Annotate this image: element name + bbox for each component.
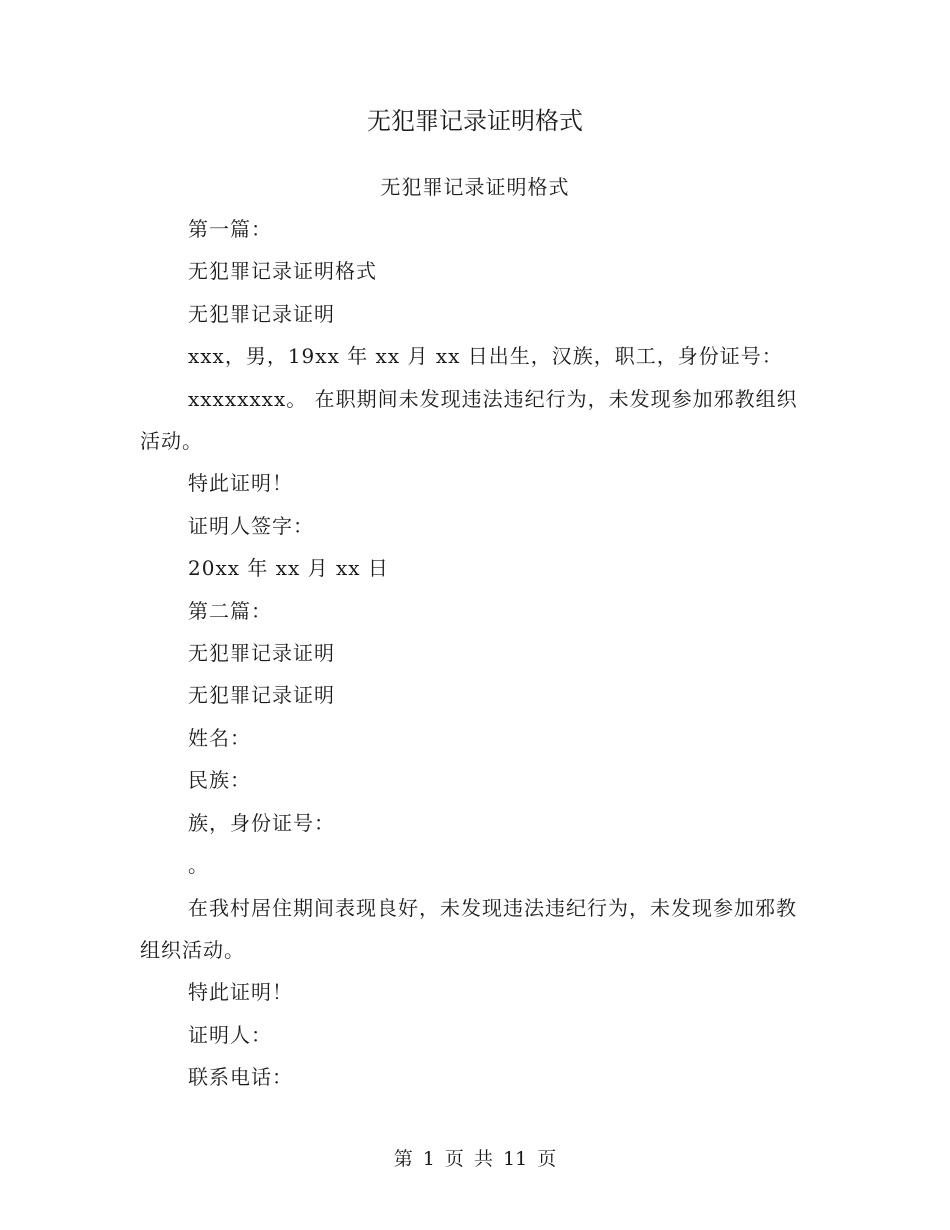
paragraph: 无犯罪记录证明 (188, 301, 335, 326)
paragraph: 无犯罪记录证明格式 (188, 259, 377, 284)
paragraph: 姓名： (188, 725, 251, 750)
paragraph: 特此证明！ (188, 471, 293, 496)
paragraph: xxxxxxxx。 在职期间未发现违法违纪行为，未发现参加邪教组织活动。 (140, 386, 798, 454)
paragraph: 证明人： (188, 1022, 272, 1047)
paragraph: xxx，男，19xx 年 xx 月 xx 日出生，汉族，职工，身份证号： (188, 344, 783, 369)
paragraph: 族，身份证号： (188, 810, 335, 835)
paragraph: 无犯罪记录证明 (188, 683, 335, 708)
paragraph: 民族： (188, 768, 251, 793)
document-body (140, 208, 812, 1099)
paragraph: 特此证明！ (188, 980, 293, 1005)
paragraph: 。 (188, 853, 209, 878)
paragraph: 无犯罪记录证明 (188, 641, 335, 666)
page-footer: 第 1 页 共 11 页 (393, 1148, 557, 1170)
paragraph: 在我村居住期间表现良好，未发现违法违纪行为，未发现参加邪教组织活动。 (140, 895, 797, 962)
document-subtitle: 无犯罪记录证明格式 (380, 175, 570, 199)
paragraph: 第二篇： (188, 598, 272, 623)
paragraph: 第一篇： (188, 217, 272, 241)
document-title: 无犯罪记录证明格式 (367, 107, 583, 135)
paragraph: 20xx 年 xx 月 xx 日 (188, 556, 389, 581)
paragraph: 联系电话： (188, 1065, 293, 1090)
paragraph: 证明人签字： (188, 513, 314, 538)
